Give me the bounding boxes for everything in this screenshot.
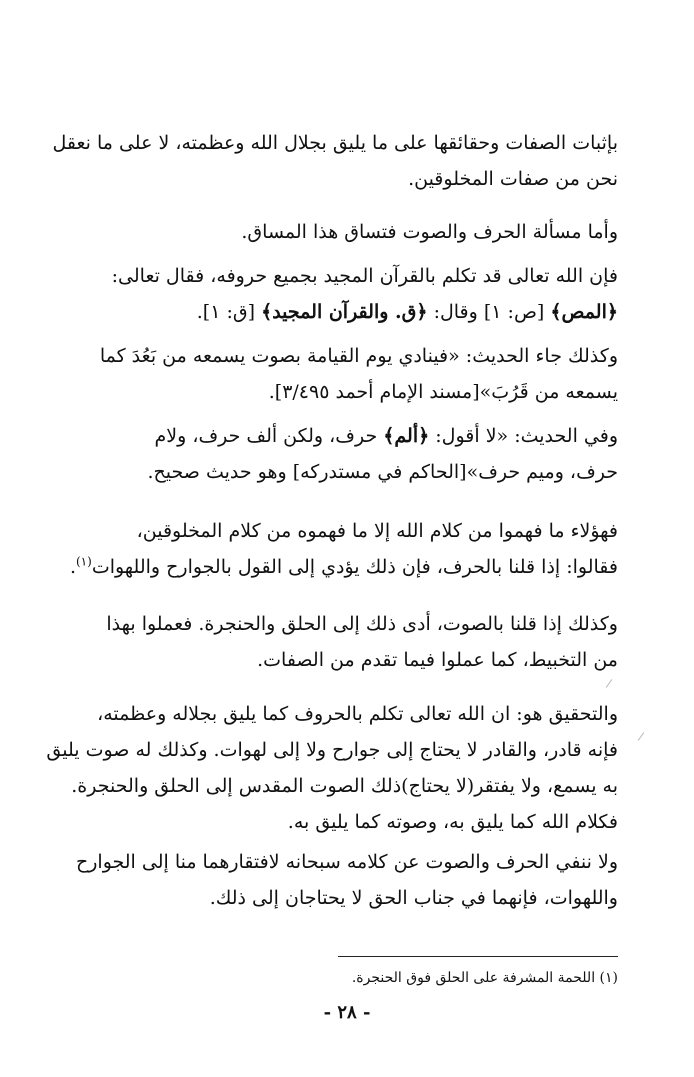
quran-verse: ﴿ق. والقرآن المجيد﴾ xyxy=(261,301,428,323)
text-line: ولا ننفي الحرف والصوت عن كلامه سبحانه لافتقارهما منا إلى الجوارح xyxy=(75,851,618,873)
text-line: واللهوات، فإنهما في جناب الحق لا يحتاجان إلى ذلك. xyxy=(209,887,618,909)
paragraph-misunderstanding xyxy=(69,513,618,585)
text-segment: فقالوا: إذا قلنا بالحرف، فإن ذلك يؤدي إلى القول بالجوارح واللهوات xyxy=(91,556,618,578)
text-line: والتحقيق هو: ان الله تعالى تكلم بالحروف كما يليق بجلاله وعظمته، xyxy=(97,703,618,725)
text-segment: حرف، ولكن ألف حرف، ولام xyxy=(154,425,378,447)
text-line: من التخبيط، كما عملوا فيما تقدم من الصفات. xyxy=(257,649,618,671)
text-line: وكذلك إذا قلنا بالصوت، أدى ذلك إلى الحلق والحنجرة. فعملوا بهذا xyxy=(106,613,618,635)
verse-reference: [ص: ١] xyxy=(483,301,545,323)
text-line: نحن من صفات المخلوقين. xyxy=(408,168,618,190)
paragraph-letter-sound xyxy=(78,214,618,250)
text-line: فهؤلاء ما فهموا من كلام الله إلا ما فهموه من كلام المخلوقين، xyxy=(136,520,618,542)
footnote-marker[interactable]: (١) xyxy=(75,554,92,569)
text-line: وأما مسألة الحرف والصوت فتساق هذا المساق. xyxy=(241,221,618,243)
hadith-line xyxy=(78,418,618,454)
verse-line xyxy=(78,294,618,330)
footnoted-line xyxy=(69,549,618,585)
page-number: - ٢٨ - xyxy=(323,1002,371,1023)
scan-mark xyxy=(638,732,645,741)
scan-mark xyxy=(606,679,613,688)
paragraph-voice-throat xyxy=(78,606,618,678)
paragraph-verification xyxy=(46,696,618,840)
connector-text: وقال: xyxy=(433,301,478,323)
paragraph-hadith-letters xyxy=(78,418,618,490)
text-line: يسمعه من قَرُبَ»[مسند الإمام أحمد ٣/٤٩٥]. xyxy=(268,381,618,403)
paragraph-attributes xyxy=(52,125,618,197)
paragraph-no-negation xyxy=(75,844,618,916)
quran-verse: ﴿المص﴾ xyxy=(550,301,618,323)
paragraph-quran-letters xyxy=(78,258,618,330)
text-line: بإثبات الصفات وحقائقها على ما يليق بجلال الله وعظمته، لا على ما نعقل xyxy=(52,132,618,154)
text-line: حرف، وميم حرف»[الحاكم في مستدركه] وهو حديث صحيح. xyxy=(147,461,618,483)
text-line: فإنه قادر، والقادر لا يحتاج إلى جوارح ولا إلى لهوات. وكذلك له صوت يليق xyxy=(46,739,618,761)
text-line: فإن الله تعالى قد تكلم بالقرآن المجيد بجميع حروفه، فقال تعالى: xyxy=(111,265,618,287)
verse-reference: [ق: ١]. xyxy=(196,301,256,323)
text-line: به يسمع، ولا يفتقر(لا يحتاج)ذلك الصوت المقدس إلى الحلق والحنجرة. xyxy=(71,775,618,797)
text-line: فكلام الله كما يليق به، وصوته كما يليق به. xyxy=(287,811,618,833)
quran-verse: ﴿ألم﴾ xyxy=(383,425,430,447)
text-segment: وفي الحديث: «لا أقول: xyxy=(435,425,618,447)
paragraph-hadith-voice xyxy=(78,338,618,410)
text-line: وكذلك جاء الحديث: «فينادي يوم القيامة بصوت يسمعه من بَعُدَ كما xyxy=(99,345,618,367)
text-segment: . xyxy=(69,556,76,578)
footnote-divider xyxy=(338,956,618,957)
footnote: (١) اللحمة المشرفة على الحلق فوق الحنجرة. xyxy=(351,970,618,986)
